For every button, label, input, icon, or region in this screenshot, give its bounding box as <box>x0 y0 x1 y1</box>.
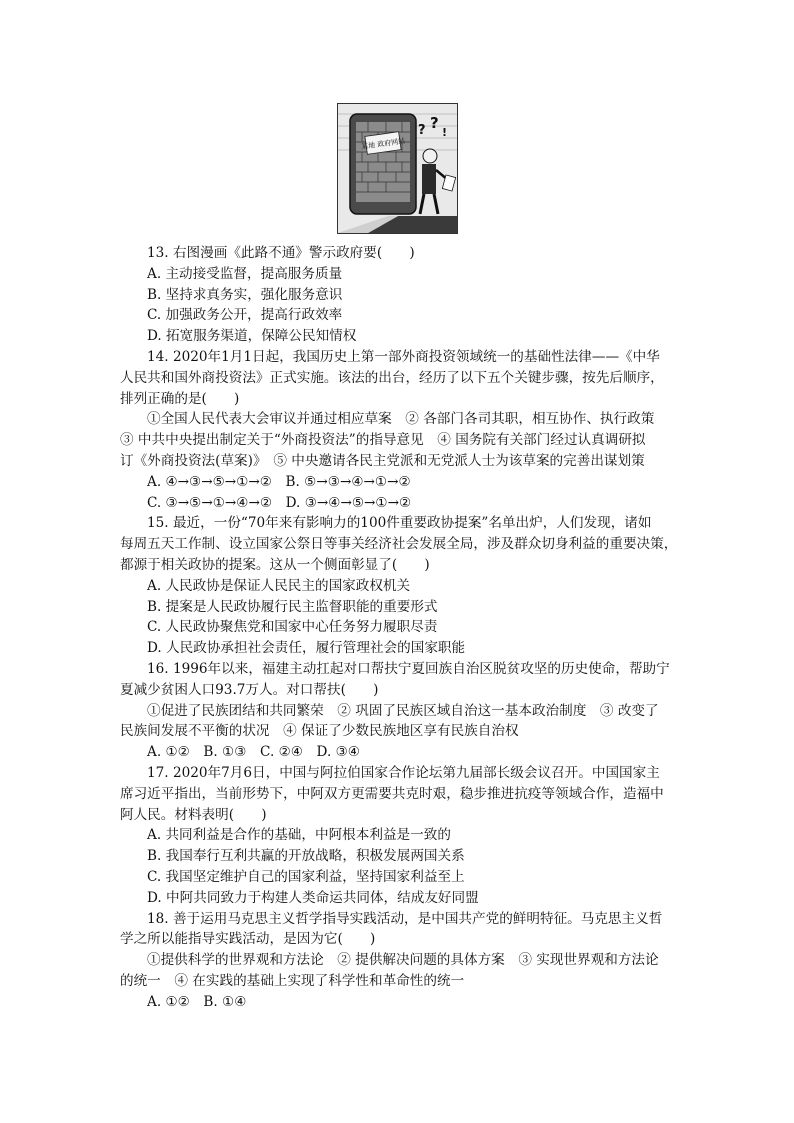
q17-stem-line-1: 17. 2020年7月6日，中国与阿拉伯国家合作论坛第九届部长级会议召开。中国国家主 <box>147 764 660 781</box>
q16-items-line-2: 民族间发展不平衡的状况 ④ 保证了少数民族地区享有民族自治权 <box>120 723 519 740</box>
q16-items-line-1: ①促进了民族团结和共同繁荣 ② 巩固了民族区域自治这一基本政治制度 ③ 改变了 <box>147 702 659 719</box>
questions-content <box>120 243 680 1012</box>
q16-stem-line-1: 16. 1996年以来，福建主动扛起对口帮扶宁夏回族自治区脱贫攻坚的历史使命，帮助宁 <box>147 660 670 677</box>
q14-items-line-3: 订《外商投资法(草案)》 ⑤ 中央邀请各民主党派和无党派人士为该草案的完善出谋划策 <box>120 452 645 469</box>
q18-options: A. ①② B. ①④ <box>147 993 247 1010</box>
q13-option-c: C. 加强政务公开，提高行政效率 <box>147 307 343 324</box>
svg-text:?: ? <box>430 114 439 132</box>
svg-text:?: ? <box>418 123 426 138</box>
q14-items-line-1: ①全国人民代表大会审议并通过相应草案 ② 各部门各司其职，相互协作、执行政策 <box>147 411 655 428</box>
q15-option-b: B. 提案是人民政协履行民主监督职能的重要形式 <box>147 598 438 615</box>
q15-option-c: C. 人民政协聚焦党和国家中心任务努力履职尽责 <box>147 619 438 636</box>
q17-option-b: B. 我国奉行互利共赢的开放战略，积极发展两国关系 <box>147 848 465 865</box>
q14-items-line-2: ③ 中共中央提出制定关于“外商投资法”的指导意见 ④ 国务院有关部门经过认真调研拟 <box>120 432 646 449</box>
q13-option-d: D. 拓宽服务渠道，保障公民知情权 <box>147 328 357 345</box>
q15-option-a: A. 人民政协是保证人民民主的国家政权机关 <box>147 577 411 594</box>
cartoon-drawing <box>338 104 457 233</box>
q17-stem-line-2: 席习近平指出，当前形势下，中阿双方更需要共克时艰，稳步推进抗疫等领域合作，造福中 <box>120 785 664 802</box>
svg-text:!: ! <box>442 126 448 139</box>
q17-option-c: C. 我国坚定维护自己的国家利益，坚持国家利益至上 <box>147 868 465 885</box>
q17-option-d: D. 中阿共同致力于构建人类命运共同体，结成友好同盟 <box>147 889 479 906</box>
q13-stem: 13. 右图漫画《此路不通》警示政府要( ) <box>147 245 415 261</box>
q16-options: A. ①② B. ①③ C. ②④ D. ③④ <box>147 744 360 761</box>
q17-stem-line-3: 阿人民。材料表明( ) <box>120 806 267 823</box>
q15-stem-line-2: 每周五天工作制、设立国家公祭日等事关经济社会发展全局，涉及群众切身利益的重要决策， <box>120 536 678 553</box>
q15-option-d: D. 人民政协承担社会责任，履行管理社会的国家职能 <box>147 640 466 657</box>
q14-options-line-2: C. ③→⑤→①→④→② D. ③→④→⑤→①→② <box>147 494 412 511</box>
q18-items-line-1: ①提供科学的世界观和方法论 ② 提供解决问题的具体方案 ③ 实现世界观和方法论 <box>147 952 659 969</box>
q14-options-line-1: A. ④→③→⑤→①→② B. ⑤→③→④→①→② <box>147 473 411 490</box>
q18-stem-line-1: 18. 善于运用马克思主义哲学指导实践活动，是中国共产党的鲜明特征。马克思主义哲 <box>147 910 663 927</box>
q14-stem-line-1: 14. 2020年1月1日起，我国历史上第一部外商投资领域统一的基础性法律——《中华 <box>147 348 660 365</box>
q16-stem-line-2: 夏减少贫困人口93.7万人。对口帮扶( ) <box>120 681 379 698</box>
q15-stem-line-1: 15. 最近，一份“70年来有影响力的100件重要政协提案”名单出炉，人们发现，诸如 <box>147 515 652 532</box>
q15-stem-line-3: 都源于相关政协的提案。这从一个侧面彰显了( ) <box>120 556 430 573</box>
q13-option-a: A. 主动接受监督，提高服务质量 <box>147 265 343 282</box>
q14-stem-line-3: 排列正确的是( ) <box>120 390 240 407</box>
q13-option-b: B. 坚持求真务实，强化服务意识 <box>147 286 343 303</box>
q17-option-a: A. 共同利益是合作的基础，中阿根本利益是一致的 <box>147 827 451 844</box>
cartoon-illustration <box>337 103 458 234</box>
q14-stem-line-2: 人民共和国外商投资法》正式实施。该法的出台，经历了以下五个关键步骤，按先后顺序， <box>120 369 664 386</box>
q18-items-line-2: 的统一 ④ 在实践的基础上实现了科学性和革命性的统一 <box>120 972 465 989</box>
q18-stem-line-2: 学之所以能指导实践活动，是因为它( ) <box>120 931 376 948</box>
phone-sign-text: 某地 政府网站 <box>360 136 406 152</box>
